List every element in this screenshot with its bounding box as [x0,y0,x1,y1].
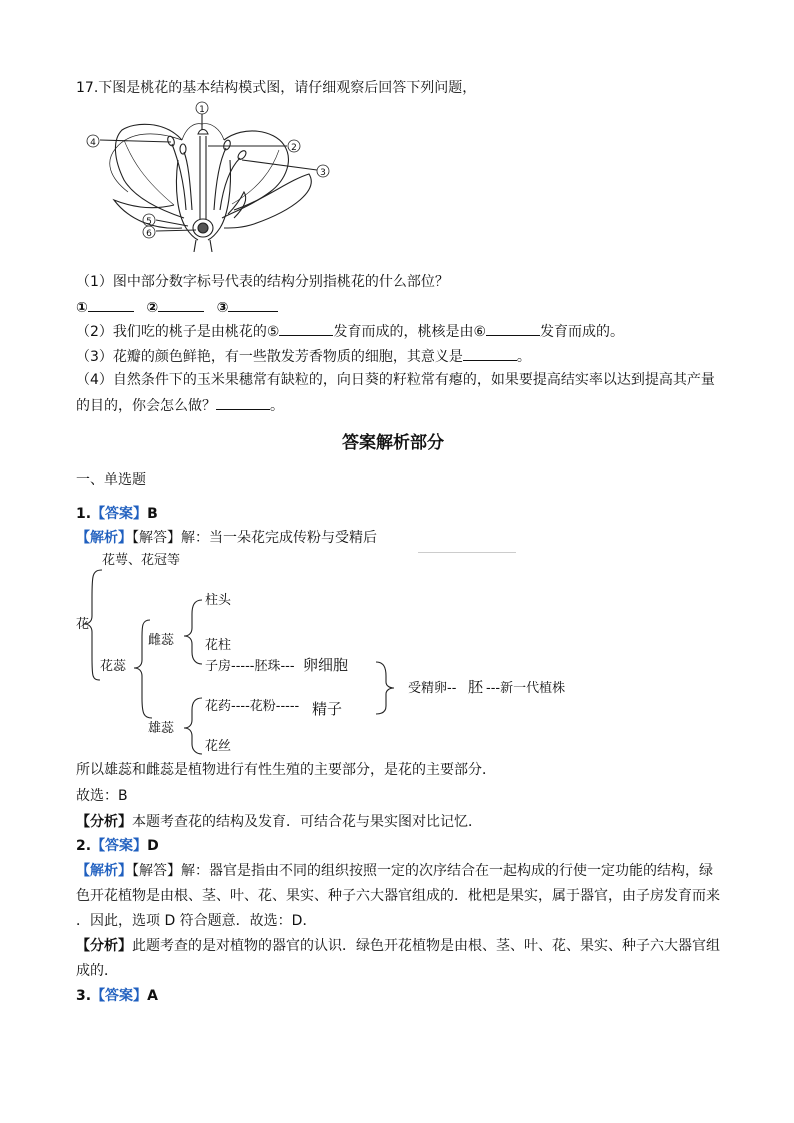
blank-5[interactable] [279,320,333,336]
fenxi-tag: 【分析】 [76,938,132,954]
answer-2-analysis-line1 [76,861,713,881]
answer-2-row [76,836,159,856]
section-title: 一、单选题 [76,472,146,488]
mark-3: ③ [216,300,229,316]
answer-1-choice: 故选：B [76,788,128,804]
mark-1: ① [76,300,88,316]
answer-1-fenxi [76,812,482,832]
figure-label-3: 3 [320,168,326,178]
answer-2-fenxi-line1 [76,936,720,956]
part4-line1: （4）自然条件下的玉米果穗常有缺粒的，向日葵的籽粒常有瘪的，如果要提高结实率以达到提高其产量 [76,372,715,388]
tree-egg: 卵细胞 [303,656,349,674]
answer-2-analysis-line3: ．因此，选项 D 符合题意．故选：D． [76,913,317,929]
part3-text-a: （3）花瓣的颜色鲜艳，有一些散发芳香物质的细胞，其意义是 [76,349,463,365]
tree-filament: 花丝 [205,739,232,754]
part2-row [76,320,624,342]
analysis-tag: 【解析】 [76,530,132,546]
figure-label-1: 1 [199,105,205,115]
tree-ovary: 子房-----胚珠--- [205,659,295,674]
analysis-text: 【解答】解：器官是指由不同的组织按照一定的次序结合在一起构成的行使一定功能的结构，绿 [132,863,713,879]
part2-text-c: 发育而成的。 [540,324,625,340]
part4-line2 [76,394,284,416]
tree-style: 花柱 [205,638,232,653]
answer-2-value: D [147,838,159,854]
tree-stamen: 雄蕊 [148,721,175,736]
analysis-text: 【解答】解：当一朵花完成传粉与受精后 [132,530,377,546]
figure-label-2: 2 [291,143,297,153]
tree-sperm: 精子 [312,700,343,718]
answers-heading: 答案解析部分 [342,433,444,453]
answer-1-analysis [76,528,377,548]
tree-anther: 花药----花粉----- [205,699,300,714]
tree-top: 花萼、花冠等 [102,553,181,568]
answer-1-row [76,504,158,524]
part1-blanks-row [76,296,278,318]
figure-label-6: 6 [146,229,152,239]
answer-2-fenxi-line2: 成的． [76,963,118,979]
peach-flower-diagram [74,100,336,252]
tree-result-c: ---新一代植株 [486,681,566,696]
answer-3-row [76,986,158,1006]
answer-3-value: A [147,988,158,1004]
flower-structure-tree [74,548,594,758]
answer-1-value: B [147,506,158,522]
fenxi-text: 此题考查的是对植物的器官的认识．绿色开花植物是由根、茎、叶、花、果实、种子六大器官组 [132,938,720,954]
figure-label-5: 5 [146,217,152,227]
answer-3-num: 3. [76,988,92,1004]
figure-label-4: 4 [90,138,96,148]
answer-2-num: 2. [76,838,92,854]
question-stem: 17.下图是桃花的基本结构模式图，请仔细观察后回答下列问题， [76,80,477,96]
blank-meaning[interactable] [463,345,517,361]
part1-text: （1）图中部分数字标号代表的结构分别指桃花的什么部位？ [76,274,449,290]
blank-3[interactable] [228,296,278,312]
mark-2: ② [146,300,159,316]
answer-1-num: 1. [76,506,92,522]
part3-row [76,345,531,367]
fenxi-tag: 【分析】 [76,814,132,830]
part3-text-b: 。 [516,349,531,365]
part4-text-a: 的目的，你会怎么做？ [76,398,216,414]
blank-6[interactable] [486,320,540,336]
tree-result-b: 胚 [468,678,484,696]
part2-text-a: （2）我们吃的桃子是由桃花的⑤ [76,324,280,340]
blank-1[interactable] [88,296,134,312]
tree-stigma: 柱头 [205,593,232,608]
answer-1-conclusion: 所以雄蕊和雌蕊是植物进行有性生殖的主要部分，是花的主要部分． [76,762,496,778]
tree-result-a: 受精卵-- [408,681,457,696]
answer-tag: 【答案】 [91,988,148,1004]
answer-2-analysis-line2: 色开花植物是由根、茎、叶、花、果实、种子六大器官组成的．枇杷是果实，属于器官，由子房发育而来 [76,888,720,904]
answer-tag: 【答案】 [91,838,148,854]
answer-tag: 【答案】 [91,506,148,522]
blank-2[interactable] [158,296,204,312]
tree-pistil-group: 花蕊 [100,659,127,674]
tree-root: 花 [76,617,90,632]
fenxi-text: 本题考查花的结构及发育．可结合花与果实图对比记忆． [132,814,482,830]
part2-text-b: 发育而成的，桃核是由⑥ [333,324,487,340]
analysis-tag: 【解析】 [76,863,132,879]
blank-method[interactable] [216,394,270,410]
tree-pistil: 雌蕊 [148,633,175,648]
part4-text-b: 。 [270,398,284,414]
